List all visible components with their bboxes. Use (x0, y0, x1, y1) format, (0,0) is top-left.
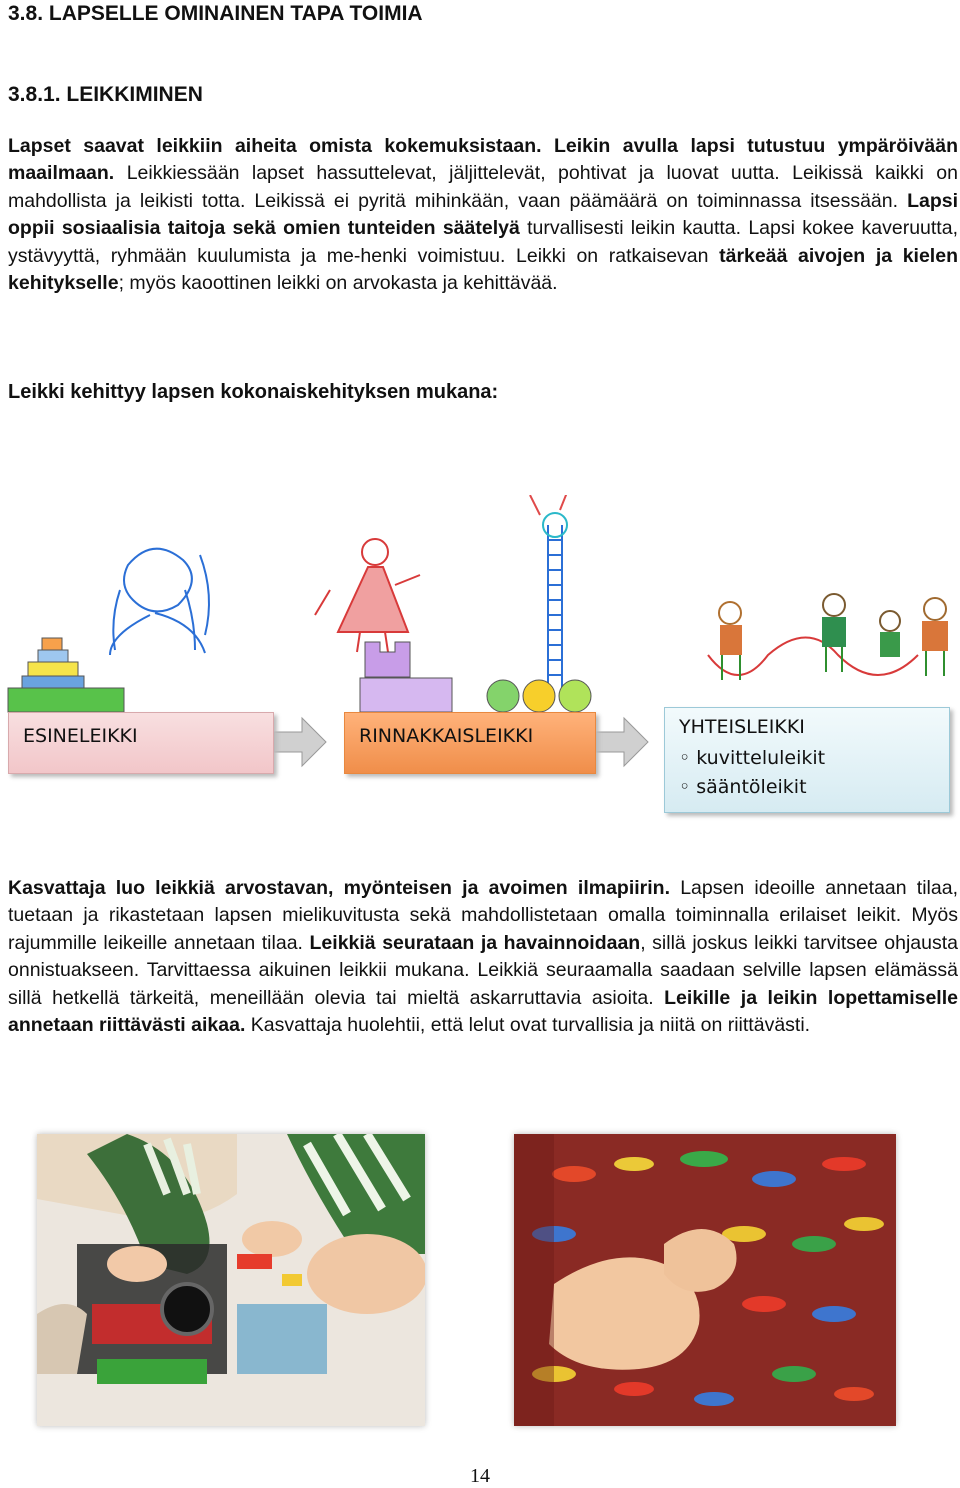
esineleikki-box (8, 712, 274, 774)
child-drawing-blue (110, 549, 209, 655)
play-development-diagram (0, 495, 960, 835)
intro-paragraph (8, 133, 958, 297)
page-number: 14 (470, 1465, 490, 1487)
block-orange (42, 638, 62, 650)
educator-paragraph (8, 875, 958, 1039)
intro-bold-1: Lapset saavat leikkiin aiheita omista kokemuksistaan. Leikin avulla lapsi tutustuu ympäröivään maailmaan. (8, 135, 958, 185)
circle-yellow (523, 680, 555, 712)
intro-text-2: turvallisesti leikin kautta. Lapsi kokee kaveruutta, ystävyyttä, ryhmään kuulumista ja me-henki voimistuu. Leikki on ratkaisevan (8, 217, 958, 267)
rinnakkaisleikki-box (344, 712, 596, 774)
block-green (8, 688, 124, 712)
yhteisleikki-list (679, 744, 825, 802)
intro-bold-3: tärkeää aivojen ja kielen kehitykselle (8, 244, 958, 295)
arrow-1 (274, 718, 326, 766)
arrow-2 (596, 718, 648, 766)
circle-lime (559, 680, 591, 712)
intro-text-1: Leikkiessään lapset hassuttelevat, jäljittelevät, pohtivat ja luovat uutta. Leikissä kaikki on mahdollista ja leikisti totta. Leikissä ei pyritä mihinkään, vaan päämäärä on toiminnassa itsessään. (8, 162, 958, 212)
circle-green (487, 680, 519, 712)
block-lilac-base (360, 678, 452, 712)
block-blue-wide (22, 676, 84, 688)
lego-play-image (37, 1134, 425, 1426)
section-heading: 3.8. LAPSELLE OMINAINEN TAPA TOIMIA (8, 2, 423, 25)
diagram-heading: Leikki kehittyy lapsen kokonaiskehityksen mukana: (8, 381, 499, 403)
para2-text-1: Lapsen ideoille annetaan tilaa, tuetaan ja rikastetaan lapsen mielikuvitusta sekä mahdollistetaan omalla toiminnalla erilaiset leikit. Myös rajummille leikeille annetaan tilaa. (8, 877, 958, 954)
list-item: ◦ kuvitteluleikit (679, 744, 825, 773)
subsection-heading: 3.8.1. LEIKKIMINEN (8, 83, 203, 106)
dinosaur-play-image (514, 1134, 896, 1426)
intro-bold-2: Lapsi oppii sosiaalisia taitoja sekä omien tunteiden säätelyä (8, 189, 958, 240)
para2-bold-2: Leikkiä seurataan ja havainnoidaan (309, 931, 641, 954)
child-drawing-red (315, 539, 420, 652)
esineleikki-label: ESINELEIKKI (23, 725, 138, 747)
block-yellow (28, 662, 78, 676)
yhteisleikki-box (664, 707, 950, 813)
para2-bold-3: Leikille ja leikin lopettamiselle annetaan riittävästi aikaa. (8, 986, 958, 1037)
photo-dinosaur-play (514, 1134, 896, 1426)
photo-lego-play (37, 1134, 425, 1426)
children-group-drawing (708, 594, 948, 680)
para2-bold-1: Kasvattaja luo leikkiä arvostavan, myönteisen ja avoimen ilmapiirin. (8, 877, 671, 899)
rinnakkaisleikki-label: RINNAKKAISLEIKKI (359, 725, 534, 747)
block-blue-small (38, 650, 68, 662)
intro-text-3: ; myös kaoottinen leikki on arvokasta ja kehittävää. (118, 272, 558, 295)
para2-text-2: , sillä joskus leikki tarvitsee ohjausta onnistuakseen. Tarvittaessa aikuinen leikkii mukana. Leikkiä seuraamalla saadaan selville lapsen elämässä sillä hetkellä tärkeitä, meneillään olevia tai mieltä askarruttavia asioita. (8, 931, 958, 1009)
list-item: ◦ sääntöleikit (679, 773, 825, 802)
para2-text-3: Kasvattaja huolehtii, että lelut ovat turvallisia ja niitä on riittävästi. (245, 1014, 811, 1037)
yhteisleikki-label: YHTEISLEIKKI (679, 716, 805, 738)
tower-drawing (530, 495, 570, 705)
